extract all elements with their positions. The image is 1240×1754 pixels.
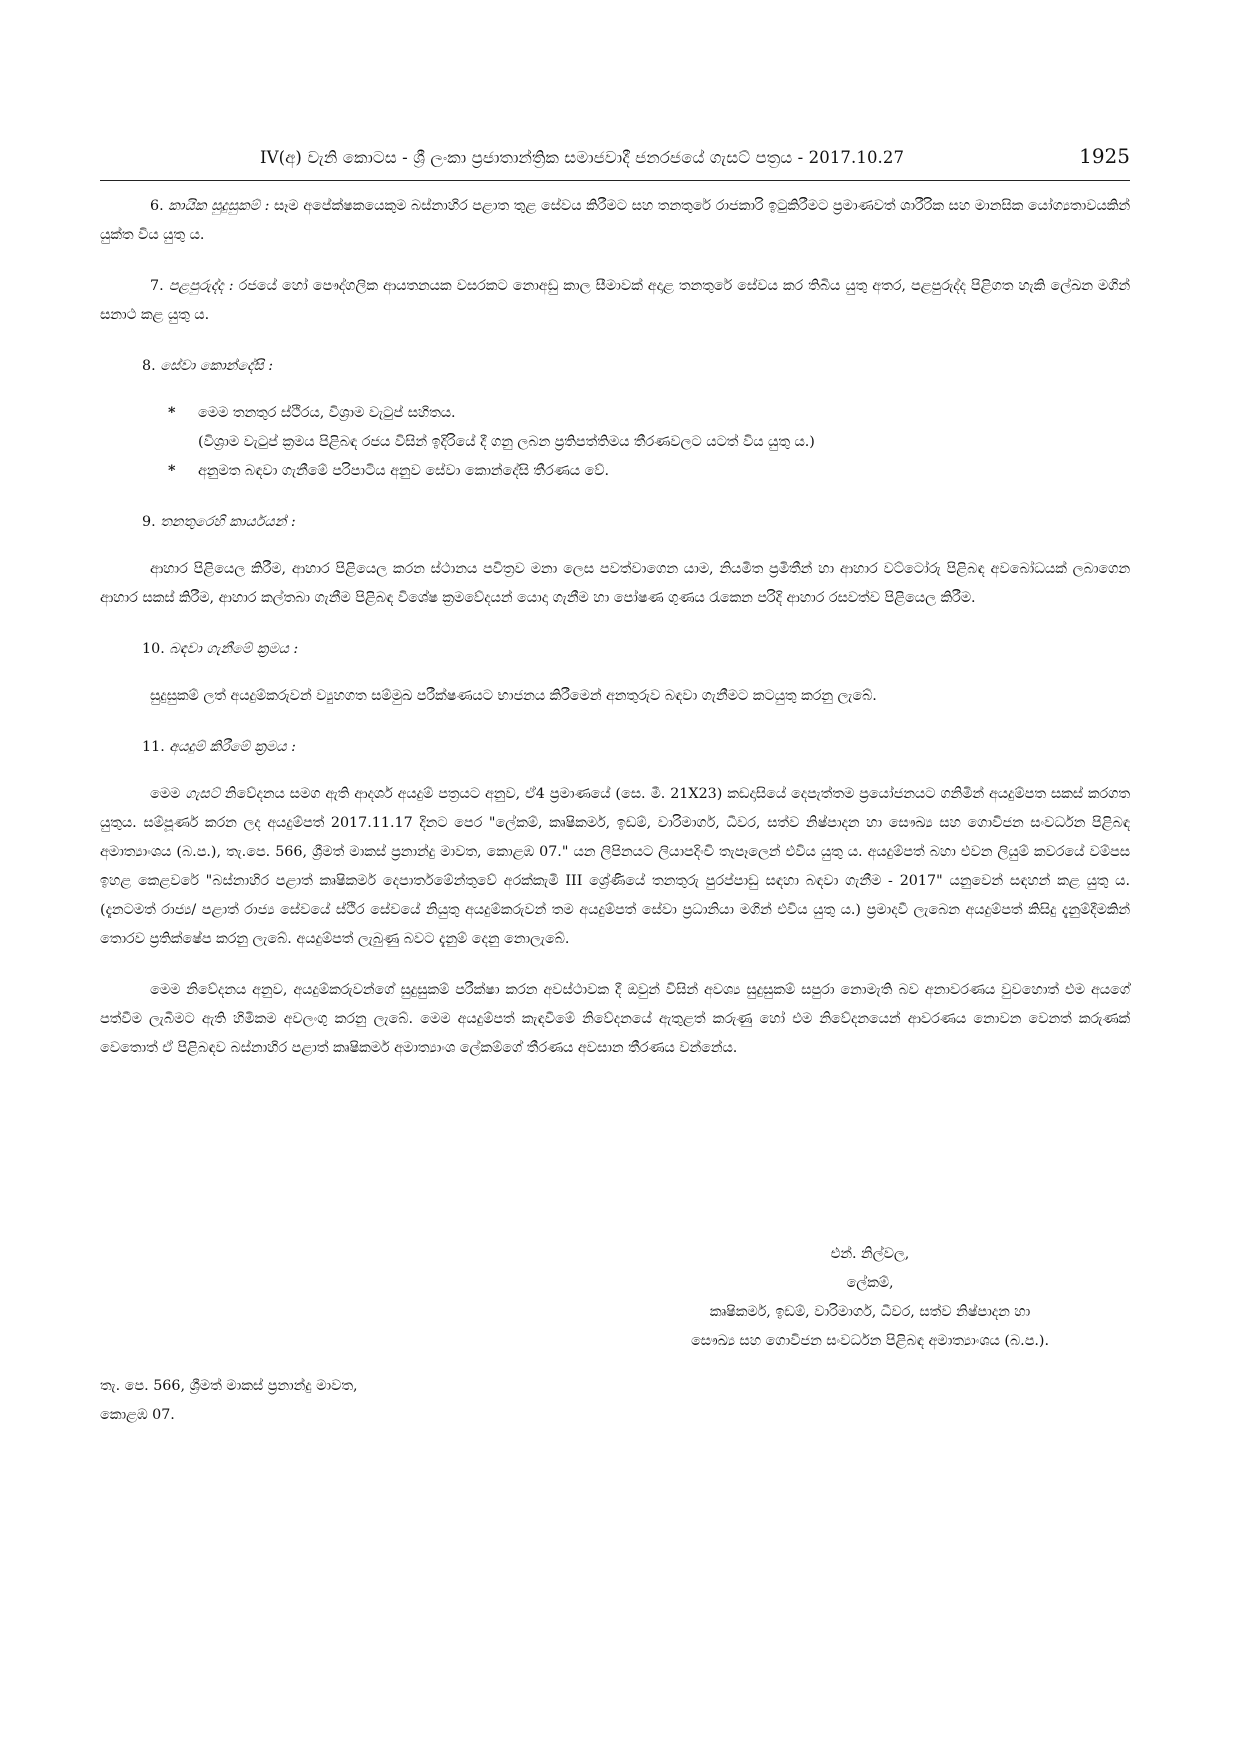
section-11-p1-start: මෙම [150,786,186,802]
section-11-label: අයදුම් කිරීමේ ක්‍රමය : [169,739,296,755]
document-body [100,192,1130,1063]
section-8-heading [100,352,1130,381]
bullet-item [168,399,1130,457]
section-7-label: පළපුරුද්ද : [168,278,234,294]
bullet-asterisk-icon: * [168,463,176,479]
header-title: IV(අ) වැනි කොටස - ශ්‍රී ලංකා ප්‍රජාතාන්ත්‍රික සමාජවාදී ජනරජයේ ගැසට් පත්‍රය - 2017.10.27 [260,148,905,167]
signatory-name: එන්. නිල්වල, [830,1246,910,1262]
page-number: 1925 [1079,144,1130,168]
section-9-label: තනතුරෙහි කාර්යයන් : [160,514,296,530]
bullet-text: මෙම තනතුර ස්ථිරය, විශ්‍රාම වැටුප් සහිතය. [198,405,456,421]
bullet-subtext: (විශ්‍රාම වැටුප් ක්‍රමය පිළිබඳ රජය විසින් ඉදිරියේ දී ගනු ලබන ප්‍රතිපත්තිමය තීරණවලට යටත් විය යුතු ය.) [198,434,815,450]
ministry-line-2: සෞඛ්‍ය සහ ගොවිජන සංවර්ධන පිළිබඳ අමාත්‍යාංශය (බ.ප.). [690,1333,1050,1349]
page-header [100,140,1130,181]
section-6-label: කායික සුදුසුකම් : [168,198,270,214]
section-8-bullet-list [100,399,1130,486]
section-11-number: 11. [142,739,165,755]
section-11-heading [100,733,1130,762]
section-9-heading [100,508,1130,537]
bullet-text: අනුමත බඳවා ගැනීමේ පරිපාටිය අනුව සේවා කොන්දේසි තීරණය වේ. [198,463,610,479]
signatory-title: ලේකම්, [846,1275,894,1291]
section-11-paragraph-2: මෙම නිවේදනය අනුව, අයදුම්කරුවන්ගේ සුදුසුකම් පරීක්ෂා කරන අවස්ථාවක දී ඔවුන් විසින් අවශ්‍ය සුදුසුකම් සපුරා නොමැති බව අනාවරණය වුවහොත් එම අයගේ පත්වීම ලැබීමට ඇති හිමිකම අවලංගු කරනු ලැබේ. මෙම අයදුම්පත් කැඳවීමේ නිවේදනයේ ඇතුළත් කරුණු හෝ එම නිවේදනයෙන් ආවරණය නොවන වෙනත් කරුණක් වෙතොත් ඒ පිළිබඳව බස්නාහිර පළාත් කෘෂිකර්ම අමාත්‍යාංශ ලේකම්ගේ තීරණය අවසාන තීරණය වන්නේය. [100,982,1130,1056]
signature-block [600,1240,1140,1356]
section-11-p1-rest: නිවේදනය සමග ඇති ආදර්ශ අයදුම් පත්‍රයට අනුව, ඒ4 ප්‍රමාණයේ (සෙ. මී. 21X23) කඩදාසියේ දෙපැත්තම ප්‍රයෝජනයට ගනිමින් අයදුම්පත සකස් කරගත යුතුය. සම්පූර්ණ කරන ලද අයදුම්පත් 2017.11.17 දිනට පෙර "ලේකම්, කෘෂිකර්ම, ඉඩම්, වාරිමාර්ග, ධීවර, සත්ව නිෂ්පාදන හා සෞඛ්‍ය සහ ගොවිජන සංවර්ධන පිළිබඳ අමාත්‍යාංශය (බ.ප.), තැ.පෙ. 566, ශ්‍රීමත් මාකස් ප්‍රනාන්දු මාවත, කොළඹ 07." යන ලිපිනයට ලියාපදිංචි තැපෑලෙන් එවිය යුතු ය. අයදුම්පත් බහා එවන ලියුම් කවරයේ වම්පස ඉහළ කෙළවරේ "බස්නාහිර පළාත් කෘෂිකර්ම දෙපාර්තමේන්තුවේ අරක්කැමි III ශ්‍රේණියේ තනතුරු පුරප්පාඩු සඳහා බඳවා ගැනීම - 2017" යනුවෙන් සඳහන් කළ යුතු ය. (දැනටමත් රාජ්‍ය/ පළාත් රාජ්‍ය සේවයේ ස්ථිර සේවයේ නියුතු අයදුම්කරුවන් තම අයදුම්පත් සේවා ප්‍රධානියා මගින් එවිය යුතු ය.) ප්‍රමාදවී ලැබෙන අයදුම්පත් කිසිදු දැනුම්දීමකින් තොරව ප්‍රතික්ෂේප කරනු ලැබේ. අයදුම්පත් ලැබුණු බවට දැනුම් දෙනු නොලැබේ. [100,786,1131,947]
bullet-item [168,457,1130,486]
section-6-text: සෑම අපේක්ෂකයෙකුම බස්නාහිර පළාත තුළ සේවය කිරීමට සහ තනතුරේ රාජකාරි ඉටුකිරීමට ප්‍රමාණවත් ශාරීරික සහ මානසික යෝග්‍යතාවයකින් යුක්ත විය යුතු ය. [100,198,1130,243]
section-10-label: බඳවා ගැනීමේ ක්‍රමය : [169,641,299,657]
section-7-text: රජයේ හෝ පෞද්ගලික ආයතනයක වසරකට නොඅඩු කාල සීමාවක් අදාළ තනතුරේ සේවය කර තිබිය යුතු අතර, පළපුරුද්ද පිළිගත හැකි ලේඛන මගින් සනාථ කළ යුතු ය. [100,278,1131,323]
section-8-label: සේවා කොන්දේසි : [160,358,274,374]
section-8-number: 8. [142,358,156,374]
section-7-number: 7. [150,278,164,294]
section-9-text: ආහාර පිළියෙල කිරීම, ආහාර පිළියෙල කරන ස්ථානය පවිත්‍රව මනා ලෙස පවත්වාගෙන යාම, නියමිත ප්‍රමිතීන් හා ආහාර වට්ටෝරු පිළිබඳ අවබෝධයක් ලබාගෙන ආහාර සකස් කිරීම, ආහාර කල්තබා ගැනීම පිළිබඳ විශේෂ ක්‍රමවේදයන් යොදා ගැනීම හා පෝෂණ ගුණය රැකෙන පරිදි ආහාර රසවත්ව පිළියෙල කිරීම. [100,561,1130,606]
section-6-number: 6. [150,198,164,214]
section-7 [100,272,1130,330]
section-10-text: සුදුසුකම් ලත් අයදුම්කරුවන් ව්‍යුහගත සම්මුඛ පරීක්ෂණයට භාජනය කිරීමෙන් අනතුරුව බඳවා ගැනීමට කටයුතු කරනු ලැබේ. [150,688,877,704]
address-line-1: තැ. පෙ. 566, ශ්‍රීමත් මාකස් ප්‍රනාන්දු මාවත, [100,1378,358,1394]
address-block [100,1372,358,1430]
section-11-p1-gazette: ගැසට් [185,786,220,802]
section-10-heading [100,635,1130,664]
section-11-paragraph-1 [100,780,1130,954]
bullet-asterisk-icon: * [168,405,176,421]
ministry-line-1: කෘෂිකර්ම, ඉඩම්, වාරිමාර්ග, ධීවර, සත්ව නිෂ්පාදන හා [709,1304,1031,1320]
section-6 [100,192,1130,250]
section-9-number: 9. [142,514,156,530]
section-10-number: 10. [142,641,165,657]
address-line-2: කොළඹ 07. [100,1407,175,1423]
